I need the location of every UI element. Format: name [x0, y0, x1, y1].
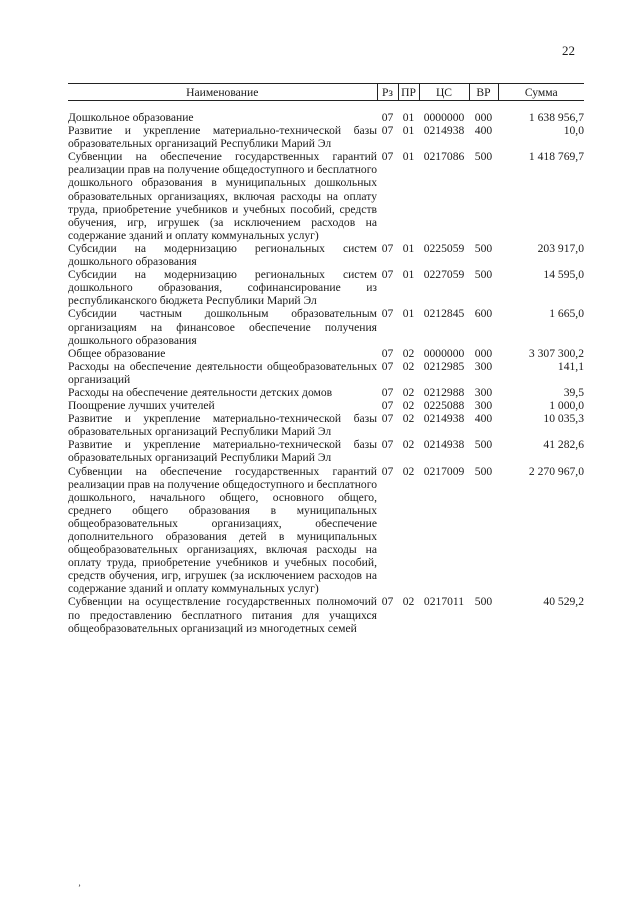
row-cs: 0225088	[423, 399, 465, 413]
row-name: Расходы на обеспечение деятельности общеобразовательных организаций	[68, 359, 377, 386]
row-pr: 02	[402, 464, 415, 478]
row-vr: 500	[474, 241, 493, 255]
table-row	[68, 347, 584, 360]
row-pr: 02	[402, 412, 415, 426]
row-sum: 141,1	[557, 359, 584, 373]
table-row	[68, 124, 584, 150]
row-sum: 41 282,6	[543, 438, 584, 452]
table-row	[68, 242, 584, 268]
header-pr: ПР	[398, 84, 419, 101]
row-cs: 0214938	[423, 412, 465, 426]
row-name: Субвенции на осуществление государственных полномочий по предоставлению бесплатного питания для учащихся общеобразовательных организаций из многодетных семей	[68, 595, 377, 635]
row-vr: 500	[474, 438, 493, 452]
row-sum: 10 035,3	[543, 412, 584, 426]
row-vr: 300	[474, 359, 493, 373]
row-rz: 07	[381, 385, 394, 399]
row-rz: 07	[381, 124, 394, 138]
row-cs: 0000000	[423, 346, 465, 360]
row-rz: 07	[381, 268, 394, 282]
page-number: 22	[562, 43, 575, 58]
row-cs: 0217086	[423, 150, 465, 164]
row-vr: 500	[474, 595, 493, 609]
row-name: Расходы на обеспечение деятельности детских домов	[68, 385, 333, 399]
table-header-row	[68, 84, 584, 101]
row-vr: 400	[474, 124, 493, 138]
row-sum: 203 917,0	[537, 241, 584, 255]
row-cs: 0214938	[423, 438, 465, 452]
row-name: Общее образование	[68, 346, 166, 360]
row-cs: 0225059	[423, 241, 465, 255]
row-pr: 01	[402, 307, 415, 321]
row-sum: 14 595,0	[543, 268, 584, 282]
table-row	[68, 465, 584, 596]
row-vr: 600	[474, 307, 493, 321]
row-rz: 07	[381, 464, 394, 478]
row-name: Развитие и укрепление материально-технической базы образовательных организаций Республики Марий Эл	[68, 438, 377, 465]
row-pr: 02	[402, 399, 415, 413]
row-name: Субсидии на модернизацию региональных систем дошкольного образования, софинансирование из республиканского бюджета Республики Марий Эл	[68, 268, 377, 308]
row-vr: 000	[474, 111, 493, 124]
row-pr: 02	[402, 385, 415, 399]
table-row	[68, 386, 584, 399]
row-name: Субсидии на модернизацию региональных систем дошкольного образования	[68, 241, 377, 269]
row-sum: 1 418 769,7	[528, 150, 584, 164]
row-rz: 07	[381, 346, 394, 360]
row-pr: 02	[402, 359, 415, 373]
row-cs: 0217009	[423, 464, 465, 478]
row-pr: 01	[402, 268, 415, 282]
row-pr: 01	[402, 111, 415, 124]
row-rz: 07	[381, 241, 394, 255]
row-rz: 07	[381, 150, 394, 164]
row-name: Дошкольное образование	[68, 111, 194, 124]
row-vr: 400	[474, 412, 493, 426]
row-rz: 07	[381, 399, 394, 413]
row-name: Поощрение лучших учителей	[68, 399, 215, 413]
table-row	[68, 268, 584, 307]
row-pr: 02	[402, 595, 415, 609]
row-sum: 1 665,0	[549, 307, 584, 321]
table-row	[68, 307, 584, 346]
table-row	[68, 595, 584, 634]
row-pr: 02	[402, 346, 415, 360]
row-vr: 300	[474, 399, 493, 413]
row-sum: 40 529,2	[543, 595, 584, 609]
row-name: Развитие и укрепление материально-технической базы образовательных организаций Республики Марий Эл	[68, 412, 377, 439]
row-name: Развитие и укрепление материально-технической базы образовательных организаций Республики Марий Эл	[68, 124, 377, 151]
row-cs: 0000000	[423, 111, 465, 124]
row-rz: 07	[381, 359, 394, 373]
table-row	[68, 438, 584, 464]
budget-table	[68, 83, 584, 635]
row-cs: 0212988	[423, 385, 465, 399]
row-cs: 0212985	[423, 359, 465, 373]
row-vr: 500	[474, 268, 493, 282]
row-vr: 500	[474, 150, 493, 164]
row-rz: 07	[381, 595, 394, 609]
row-cs: 0217011	[423, 595, 465, 609]
row-sum: 39,5	[563, 385, 584, 399]
row-pr: 01	[402, 150, 415, 164]
table-row	[68, 150, 584, 242]
row-sum: 1 000,0	[549, 399, 584, 413]
row-rz: 07	[381, 307, 394, 321]
row-sum: 10,0	[563, 124, 584, 138]
row-sum: 3 307 300,2	[528, 346, 584, 360]
header-cs: ЦС	[419, 84, 469, 101]
header-vr: ВР	[469, 84, 498, 101]
row-rz: 07	[381, 111, 394, 124]
header-sum: Сумма	[498, 84, 584, 101]
row-pr: 02	[402, 438, 415, 452]
table-row	[68, 360, 584, 386]
row-sum: 2 270 967,0	[528, 464, 584, 478]
row-cs: 0212845	[423, 307, 465, 321]
table-row	[68, 111, 584, 124]
row-cs: 0214938	[423, 124, 465, 138]
row-pr: 01	[402, 124, 415, 138]
scan-mark: ʼ	[78, 883, 81, 893]
table-row	[68, 412, 584, 438]
row-sum: 1 638 956,7	[528, 111, 584, 124]
row-pr: 01	[402, 241, 415, 255]
row-name: Субвенции на обеспечение государственных гарантий реализации прав на получение общедоступного и бесплатного дошкольного образования в муниципальных дошкольных образовательных организациях, включая расходы на оплату труда, приобретение учебников и учебных пособий, средств обучения, игр, игрушек (за исключением расходов на содержание зданий и оплату коммунальных услуг)	[68, 150, 377, 242]
header-rz: Рз	[377, 84, 398, 101]
row-vr: 000	[474, 346, 493, 360]
row-name: Субсидии частным дошкольным образовательным организациям на финансовое обеспечение получения дошкольного образования	[68, 307, 377, 347]
row-cs: 0227059	[423, 268, 465, 282]
row-vr: 300	[474, 385, 493, 399]
header-spacer	[68, 101, 584, 112]
header-name: Наименование	[68, 84, 377, 101]
row-rz: 07	[381, 412, 394, 426]
table-row	[68, 399, 584, 412]
row-name: Субвенции на обеспечение государственных гарантий реализации прав на получение общедоступного и бесплатного дошкольного, начального общего, основного общего, среднего общего образования в муниципальных общеобразовательных организациях, обеспечение дополнительного образования детей в муниципальных общеобразовательных организациях, включая расходы на оплату труда, приобретение учебников и учебных пособий, средств обучения, игр, игрушек (за исключением расходов на содержание зданий и оплату коммунальных услуг)	[68, 464, 377, 596]
row-rz: 07	[381, 438, 394, 452]
row-vr: 500	[474, 464, 493, 478]
